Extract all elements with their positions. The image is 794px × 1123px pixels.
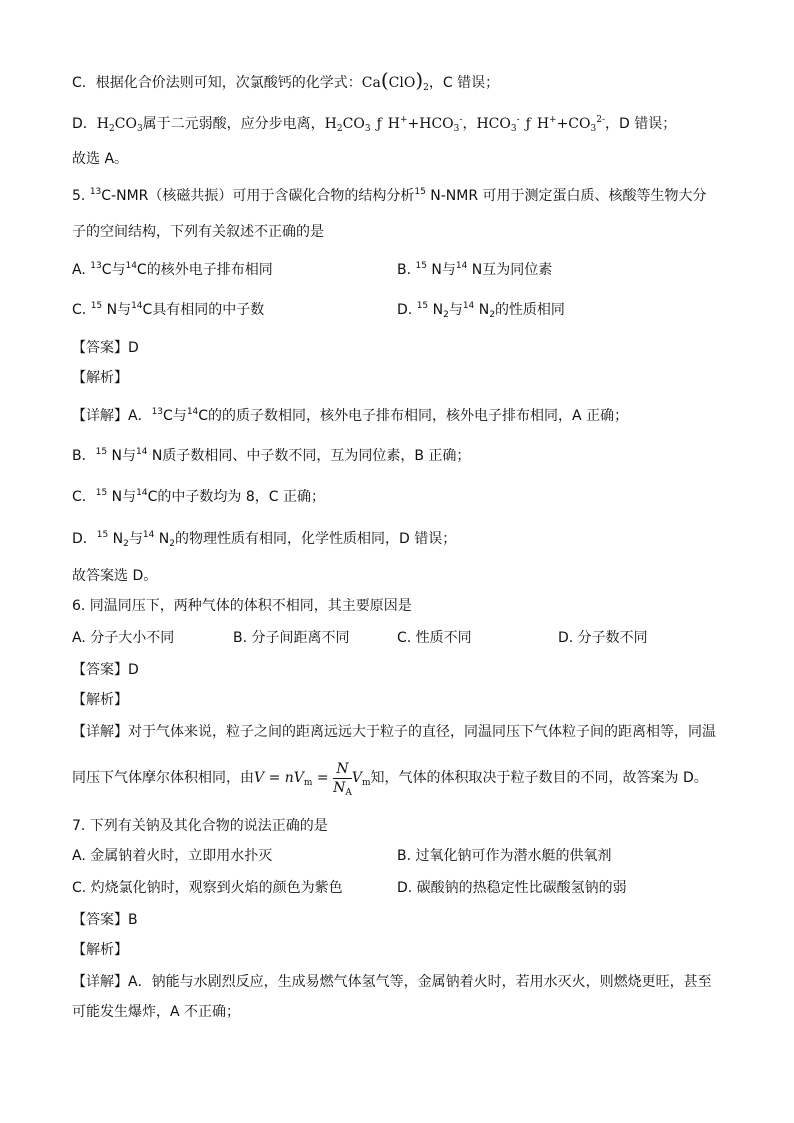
q6-formula-vm: V bbox=[293, 770, 304, 786]
q4-c-formula-clo: ClO bbox=[388, 75, 416, 91]
q5-b-mid: N与 bbox=[426, 262, 456, 278]
q4-eq2-sup: - bbox=[516, 115, 520, 125]
q5-detail-b-label: B． bbox=[72, 448, 96, 464]
q6-analysis-heading: 【解析】 bbox=[72, 692, 128, 708]
q5-stem-b: N-NMR 可用于测定蛋白质、核酸等生物大分 bbox=[425, 188, 707, 204]
q5-detail-a bbox=[72, 406, 628, 426]
q4-option-d-explanation bbox=[72, 114, 676, 134]
q6-formula-m: m bbox=[303, 778, 313, 788]
q5-detail-c-sup2: 14 bbox=[136, 488, 148, 498]
q7-option-b: B. 过氧化钠可作为潜水艇的供氧剂 bbox=[397, 848, 612, 864]
q5-detail-b-mid: N与 bbox=[107, 448, 136, 464]
q4-eq2-co: +CO bbox=[556, 116, 591, 132]
q5-detail-c-mid: N与 bbox=[107, 489, 137, 505]
q5-b-label: B. bbox=[397, 262, 416, 278]
q4-option-c-explanation bbox=[72, 70, 499, 93]
q5-detail-d-post: 的物理性质有相同，化学性质相同，D 错误； bbox=[175, 531, 457, 547]
q5-number: 5. bbox=[72, 188, 90, 204]
q5-c-mid: N与 bbox=[102, 302, 132, 318]
q5-d-post: 的性质相同 bbox=[494, 302, 565, 318]
q5-d-sup1: 15 bbox=[416, 301, 429, 311]
q5-a-post: C的核外电子排布相同 bbox=[136, 262, 273, 278]
q7-option-c: C. 灼烧氯化钠时，观察到火焰的颜色为紫色 bbox=[72, 880, 343, 896]
q4-eq2-sub: 3 bbox=[510, 124, 517, 134]
q4-d-tail: ，D 错误； bbox=[605, 116, 677, 132]
q5-detail-d-n2: N bbox=[154, 531, 170, 547]
q6-formula-n: n bbox=[284, 770, 294, 786]
q5-detail-b-sup2: 14 bbox=[136, 447, 148, 457]
q4-c-formula: $Ca(ClO)_2$ bbox=[361, 68, 429, 93]
q5-d-sub2: 2 bbox=[489, 310, 495, 320]
q6-fraction-den-n: N bbox=[333, 779, 346, 796]
equilibrium-arrow-icon: ƒ bbox=[376, 116, 382, 132]
q6-detail-line-2 bbox=[72, 758, 708, 798]
q6-formula-eq2: = bbox=[312, 770, 334, 786]
q4-eq1-h: H bbox=[324, 116, 337, 132]
q4-eq1-sup3: - bbox=[459, 115, 463, 125]
q6-detail2-b: 知，气体的体积取决于粒子数目的不同，故答案为 D。 bbox=[370, 770, 708, 786]
q5-detail-b-sup1: 15 bbox=[95, 447, 108, 457]
q5-a-label: A. bbox=[72, 262, 91, 278]
q5-detail-a-sup2: 14 bbox=[186, 407, 199, 417]
q4-eq2-h: H bbox=[536, 116, 550, 132]
q5-d-sub1: 2 bbox=[443, 310, 449, 320]
q6-option-d: D. 分子数不同 bbox=[558, 630, 648, 646]
q4-eq2-sup2: + bbox=[549, 115, 557, 125]
q5-answer: 【答案】D bbox=[72, 340, 139, 356]
q5-detail-a-post: C的的质子数相同，核外电子排布相同，核外电子排布相同，A 正确； bbox=[198, 408, 629, 424]
q4-d-acid-co: CO bbox=[114, 116, 137, 132]
q6-formula-m2: m bbox=[361, 778, 371, 788]
q5-detail-b-post: N质子数相同、中子数不同，互为同位素，B 正确； bbox=[147, 448, 471, 464]
q6-formula-fraction bbox=[333, 760, 352, 797]
q4-conclusion: 故选 A。 bbox=[72, 151, 129, 167]
q7-detail-line-2: 可能发生爆炸，A 不正确； bbox=[72, 1004, 241, 1020]
q6-option-a: A. 分子大小不同 bbox=[72, 630, 175, 646]
q5-d-sup2: 14 bbox=[462, 301, 475, 311]
q5-option-d bbox=[397, 300, 565, 320]
q4-d-equation-2 bbox=[476, 116, 605, 132]
q5-stem-line-2: 子的空间结构，下列有关叙述不正确的是 bbox=[72, 224, 324, 240]
q4-eq2-sub2: 3 bbox=[590, 124, 597, 134]
q5-option-c bbox=[72, 300, 264, 320]
q5-detail-b bbox=[72, 446, 470, 466]
q4-eq1-sup: + bbox=[399, 115, 408, 125]
q5-d-mid: 与 bbox=[448, 302, 463, 318]
equilibrium-arrow-icon: ƒ bbox=[525, 116, 531, 132]
q4-eq1-sub: 2 bbox=[336, 124, 343, 134]
q5-detail-d-n1: N bbox=[108, 531, 124, 547]
q4-d-equation-1 bbox=[325, 116, 463, 132]
q4-eq1-sub3: 3 bbox=[453, 124, 460, 134]
q5-detail-d-mid: 与 bbox=[128, 531, 143, 547]
q7-answer: 【答案】B bbox=[72, 912, 138, 928]
q4-eq2-hco: HCO bbox=[476, 116, 511, 132]
q4-c-text: C．根据化合价法则可知，次氯酸钙的化学式： bbox=[72, 75, 362, 91]
q5-c-post: C具有相同的中子数 bbox=[142, 302, 265, 318]
q6-detail-line-1: 【详解】对于气体来说，粒子之间的距离远远大于粒子的直径，同温同压下气体粒子间的距离相等，同温 bbox=[72, 724, 716, 740]
q5-detail-c-sup1: 15 bbox=[95, 488, 108, 498]
q5-detail-d bbox=[72, 529, 456, 549]
q5-detail-d-label: D． bbox=[72, 531, 97, 547]
q5-analysis-heading: 【解析】 bbox=[72, 370, 128, 386]
q5-a-mid: C与 bbox=[101, 262, 126, 278]
q5-option-a bbox=[72, 260, 273, 280]
q4-eq1-co: CO bbox=[342, 116, 365, 132]
q5-detail-a-mid: C与 bbox=[163, 408, 187, 424]
q4-d-acid-sub: 2 bbox=[109, 124, 115, 134]
q5-detail-a-sup1: 13 bbox=[151, 407, 164, 417]
q7-option-d: D. 碳酸钠的热稳定性比碳酸氢钠的弱 bbox=[397, 880, 627, 896]
q5-b-sup1: 15 bbox=[415, 261, 427, 271]
q7-analysis-heading: 【解析】 bbox=[72, 942, 128, 958]
q4-eq1-hco: +HCO bbox=[407, 116, 454, 132]
q6-fraction-den-sub: A bbox=[345, 787, 352, 798]
q5-detail-d-sup1: 15 bbox=[96, 530, 109, 540]
q4-eq1-hplus: H bbox=[387, 116, 400, 132]
q6-formula-vm2: V bbox=[351, 770, 362, 786]
q5-option-b bbox=[397, 260, 552, 280]
q5-sup-13: 13 bbox=[89, 187, 102, 197]
q6-stem: 6. 同温同压下，两种气体的体积不相同，其主要原因是 bbox=[72, 598, 412, 614]
q6-option-c: C. 性质不同 bbox=[397, 630, 472, 646]
q5-detail-c bbox=[72, 487, 325, 507]
q4-d-text1: 属于二元弱酸，应分步电离， bbox=[142, 116, 325, 132]
q4-d-acid bbox=[97, 116, 143, 132]
q6-option-b: B. 分子间距离不同 bbox=[233, 630, 350, 646]
q5-detail-c-label: C． bbox=[72, 489, 96, 505]
q5-stem-a: C-NMR（核磁共振）可用于含碳化合物的结构分析 bbox=[101, 188, 415, 204]
q5-c-label: C. bbox=[72, 302, 91, 318]
q7-option-a: A. 金属钠着火时，立即用水扑灭 bbox=[72, 848, 273, 864]
q6-fraction-denominator bbox=[333, 779, 352, 797]
q5-sup-15: 15 bbox=[414, 187, 426, 197]
q4-c-formula-ca: Ca bbox=[361, 75, 381, 91]
q5-detail-c-post: C的中子数均为 8，C 正确； bbox=[147, 489, 325, 505]
q4-d-sep: ， bbox=[462, 116, 477, 132]
q5-c-sup1: 15 bbox=[90, 301, 103, 311]
q5-b-post: N互为同位素 bbox=[467, 262, 553, 278]
q5-detail-d-sub1: 2 bbox=[123, 539, 129, 549]
q6-fraction-numerator: N bbox=[333, 760, 352, 779]
q4-d-acid-h: H bbox=[96, 116, 109, 132]
q5-b-sup2: 14 bbox=[455, 261, 468, 271]
q6-formula-v: V bbox=[254, 770, 265, 786]
q5-stem-line-1 bbox=[72, 186, 707, 206]
q5-d-label: D. bbox=[397, 302, 417, 318]
q7-detail-line-1: 【详解】A．钠能与水剧烈反应，生成易燃气体氢气等，金属钠着火时，若用水灭火，则燃烧更旺，甚至 bbox=[72, 974, 712, 990]
q6-answer: 【答案】D bbox=[72, 662, 139, 678]
q5-detail-a-label: 【详解】A． bbox=[72, 408, 152, 424]
q5-detail-d-sub2: 2 bbox=[169, 539, 176, 549]
q4-eq2-sup3: 2- bbox=[596, 115, 606, 125]
q4-d-label: D． bbox=[72, 116, 97, 132]
q4-d-acid-sub2: 3 bbox=[136, 124, 143, 134]
q5-detail-d-sup2: 14 bbox=[142, 530, 155, 540]
q4-eq1-sub2: 3 bbox=[364, 124, 371, 134]
q5-c-sup2: 14 bbox=[131, 301, 143, 311]
q5-a-sup1: 13 bbox=[90, 261, 102, 271]
q5-d-n2: N bbox=[474, 302, 490, 318]
q5-a-sup2: 14 bbox=[125, 261, 137, 271]
q4-c-formula-sub: 2 bbox=[423, 83, 429, 93]
q7-stem: 7. 下列有关钠及其化合物的说法正确的是 bbox=[72, 818, 328, 834]
q6-detail2-a: 同压下气体摩尔体积相同，由 bbox=[72, 770, 254, 786]
q6-formula-eq1: = bbox=[264, 770, 285, 786]
q5-conclusion: 故答案选 D。 bbox=[72, 568, 158, 584]
q5-d-n1: N bbox=[428, 302, 444, 318]
q4-c-tail: ，C 错误； bbox=[428, 75, 500, 91]
